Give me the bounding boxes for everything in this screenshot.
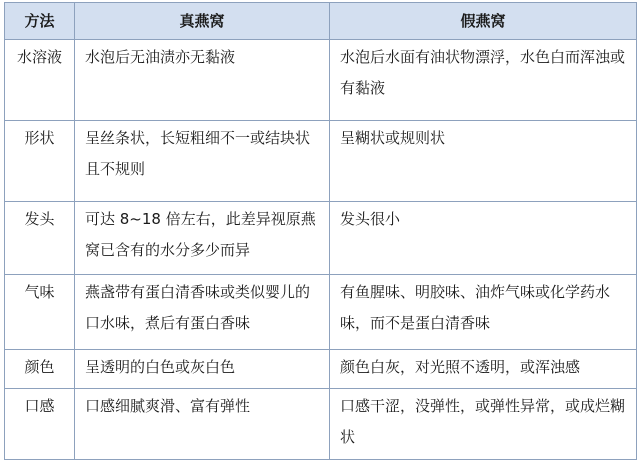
header-fake-birds-nest: 假燕窝: [330, 3, 637, 40]
real-cell: 燕盏带有蛋白清香味或类似婴儿的口水味，煮后有蛋白香味: [75, 275, 330, 350]
table-row: [5, 275, 637, 350]
table-row: [5, 40, 637, 121]
row-category: 气味: [5, 275, 75, 350]
fake-cell: 发头很小: [330, 202, 637, 275]
real-cell: 口感细腻爽滑、富有弹性: [75, 389, 330, 460]
real-cell: 呈透明的白色或灰白色: [75, 350, 330, 389]
header-real-birds-nest: 真燕窝: [75, 3, 330, 40]
row-category: 形状: [5, 121, 75, 202]
table-row: [5, 389, 637, 460]
table-header-row: [5, 3, 637, 40]
fake-cell: 颜色白灰，对光照不透明，或浑浊感: [330, 350, 637, 389]
real-cell: 可达 8~18 倍左右，此差异视原燕窝已含有的水分多少而异: [75, 202, 330, 275]
row-category: 水溶液: [5, 40, 75, 121]
header-method: 方法: [5, 3, 75, 40]
real-cell: 水泡后无油渍亦无黏液: [75, 40, 330, 121]
table-row: [5, 202, 637, 275]
row-category: 发头: [5, 202, 75, 275]
table-row: [5, 121, 637, 202]
comparison-table: [4, 2, 637, 460]
fake-cell: 有鱼腥味、明胶味、油炸气味或化学药水味，而不是蛋白清香味: [330, 275, 637, 350]
real-cell: 呈丝条状，长短粗细不一或结块状且不规则: [75, 121, 330, 202]
row-category: 口感: [5, 389, 75, 460]
table-row: [5, 350, 637, 389]
fake-cell: 口感干涩，没弹性，或弹性异常，或成烂糊状: [330, 389, 637, 460]
fake-cell: 呈糊状或规则状: [330, 121, 637, 202]
fake-cell: 水泡后水面有油状物漂浮，水色白而浑浊或有黏液: [330, 40, 637, 121]
row-category: 颜色: [5, 350, 75, 389]
